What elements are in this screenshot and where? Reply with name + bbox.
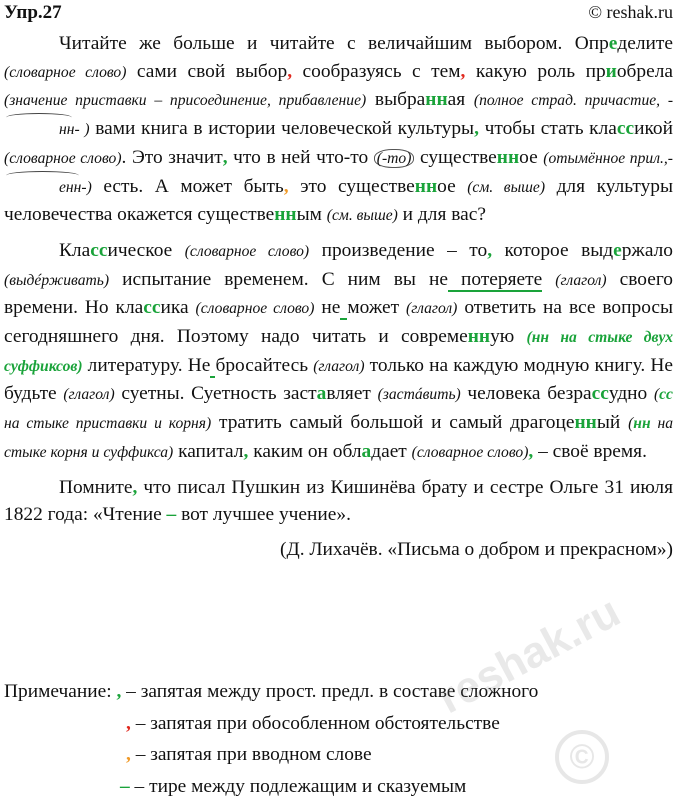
- paragraph-2: Классическое (словарное слово) произведение – то, которое выдержало (выдéрживать) испытание временем. С ним вы не потеряете (глагол) своего времени. Но классика (словарное слово) не может (глагол) ответить на все вопросы сегодняшнего дня. Поэтому надо читать и современную (нн на стыке двух суффиксов) литературу. Не бросайтесь (глагол) только на каждую модную книгу. Не будьте (глагол) суетны. Суетность заставляет (застáвить) человека безрассудно (сс на стыке приставки и корня) тратить самый большой и самый драгоценный (нн на стыке корня и суффикса) капитал, каким он обладает (словарное слово), – своё время.: [4, 239, 674, 462]
- note-item: , – запятая при вводном слове: [126, 744, 372, 765]
- comma-red: ,: [460, 60, 466, 82]
- highlight-letter: нн: [425, 89, 448, 111]
- annotation: (застáвить): [377, 386, 461, 404]
- annotation: (словарное слово): [4, 63, 127, 81]
- separate-spelling-mark: потеряете: [447, 268, 543, 290]
- highlight-letter: нн: [496, 146, 520, 168]
- comma-orange: ,: [283, 175, 289, 197]
- highlight-letter: сс: [90, 239, 108, 261]
- highlight-letter: е: [613, 239, 622, 261]
- annotation: (отымённое прил.,-енн-): [4, 150, 673, 196]
- annotation: (см. выше): [326, 207, 398, 225]
- annotation: (словарное слово): [195, 300, 315, 318]
- comma-green: ,: [487, 239, 493, 261]
- highlight-letter: и: [605, 60, 617, 82]
- highlight-letter: сс: [591, 383, 609, 405]
- highlight-letter: нн: [274, 204, 297, 226]
- annotation-green: (нн на стыке двух суффиксов): [4, 329, 674, 375]
- paragraph-1: Читайте же больше и читайте с величайшим выбором. Определите (словарное слово) сами свой выбор, сообразуясь с тем, какую роль приобрела (значение приставки – присоединение, прибавление) выбранная (полное страд. причастие, -нн- ) вами книга в истории человеческой культуры, чтобы стать классикой (словарное слово). Это значит, что в ней что-то (-то) существенное (отымённое прил.,-енн-) есть. А может быть, это существенное (см. выше) для культуры человечества окажется существенным (см. выше) и для вас?: [4, 33, 674, 226]
- header: [4, 0, 673, 26]
- legend-mark-red-comma: ,: [126, 712, 131, 734]
- notes-label: Примечание:: [4, 681, 117, 702]
- suffix-mark: енн: [4, 174, 81, 202]
- annotation: (глагол): [63, 386, 115, 404]
- note-item: – – тире между подлежащим и сказуемым: [120, 775, 467, 797]
- highlight-letter: а: [316, 383, 327, 405]
- annotation: (полное страд. причастие, -нн- ): [4, 92, 673, 138]
- exercise-text: [4, 30, 673, 564]
- highlight-letter: сс: [659, 386, 673, 404]
- highlight-letter: сс: [616, 118, 635, 140]
- annotation: (сс на стыке приставки и корня): [4, 386, 673, 433]
- legend-mark-green-dash: –: [120, 775, 130, 797]
- legend-mark-orange-comma: ,: [126, 744, 131, 765]
- highlight-letter: сс: [143, 297, 161, 319]
- highlight-letter: а: [361, 440, 372, 462]
- note-item: , – запятая при обособленном обстоятельстве: [126, 712, 500, 734]
- dash-green: –: [166, 504, 177, 526]
- comma-red: ,: [287, 60, 293, 82]
- suffix-mark: нн: [4, 116, 74, 144]
- highlight-letter: нн: [633, 415, 651, 433]
- highlight-letter: нн: [467, 326, 491, 348]
- comma-green: ,: [243, 440, 249, 462]
- exercise-title: Упр.27: [4, 2, 62, 23]
- legend-mark-green-comma: ,: [116, 681, 122, 702]
- annotation: (нн на стыке корня и суффикса): [4, 415, 673, 461]
- comma-green: ,: [528, 440, 534, 462]
- annotation: (словарное слово): [411, 443, 529, 461]
- highlight-letter: нн: [574, 412, 597, 434]
- comma-green: ,: [132, 476, 138, 498]
- annotation: (глагол): [555, 271, 607, 289]
- comma-green: ,: [222, 146, 228, 168]
- note-item: Примечание: , – запятая между прост. предл. в составе сложного: [4, 681, 539, 702]
- site-credit: © reshak.ru: [588, 2, 673, 22]
- annotation: (словарное слово): [184, 242, 310, 260]
- particle-circle-mark: (-то): [374, 149, 415, 168]
- annotation: (см. выше): [467, 178, 546, 196]
- annotation: (значение приставки – присоединение, прибавление): [4, 92, 367, 110]
- annotation: (глагол): [406, 300, 458, 318]
- annotation: (глагол): [313, 357, 365, 375]
- annotation: (словарное слово): [4, 149, 122, 167]
- paragraph-3: Помните, что писал Пушкин из Кишинёва брату и сестре Ольге 31 июля 1822 года: «Чтение – вот лучшее учение».: [4, 476, 673, 526]
- watermark: reshak.ru: [430, 586, 628, 724]
- annotation: (выдéрживать): [4, 271, 110, 289]
- comma-green: ,: [474, 118, 479, 140]
- source-citation: (Д. Лихачёв. «Письма о добром и прекрасном»): [280, 538, 673, 560]
- copyright-watermark-icon: ©: [555, 730, 609, 784]
- highlight-letter: е: [608, 33, 618, 54]
- highlight-letter: нн: [414, 175, 438, 197]
